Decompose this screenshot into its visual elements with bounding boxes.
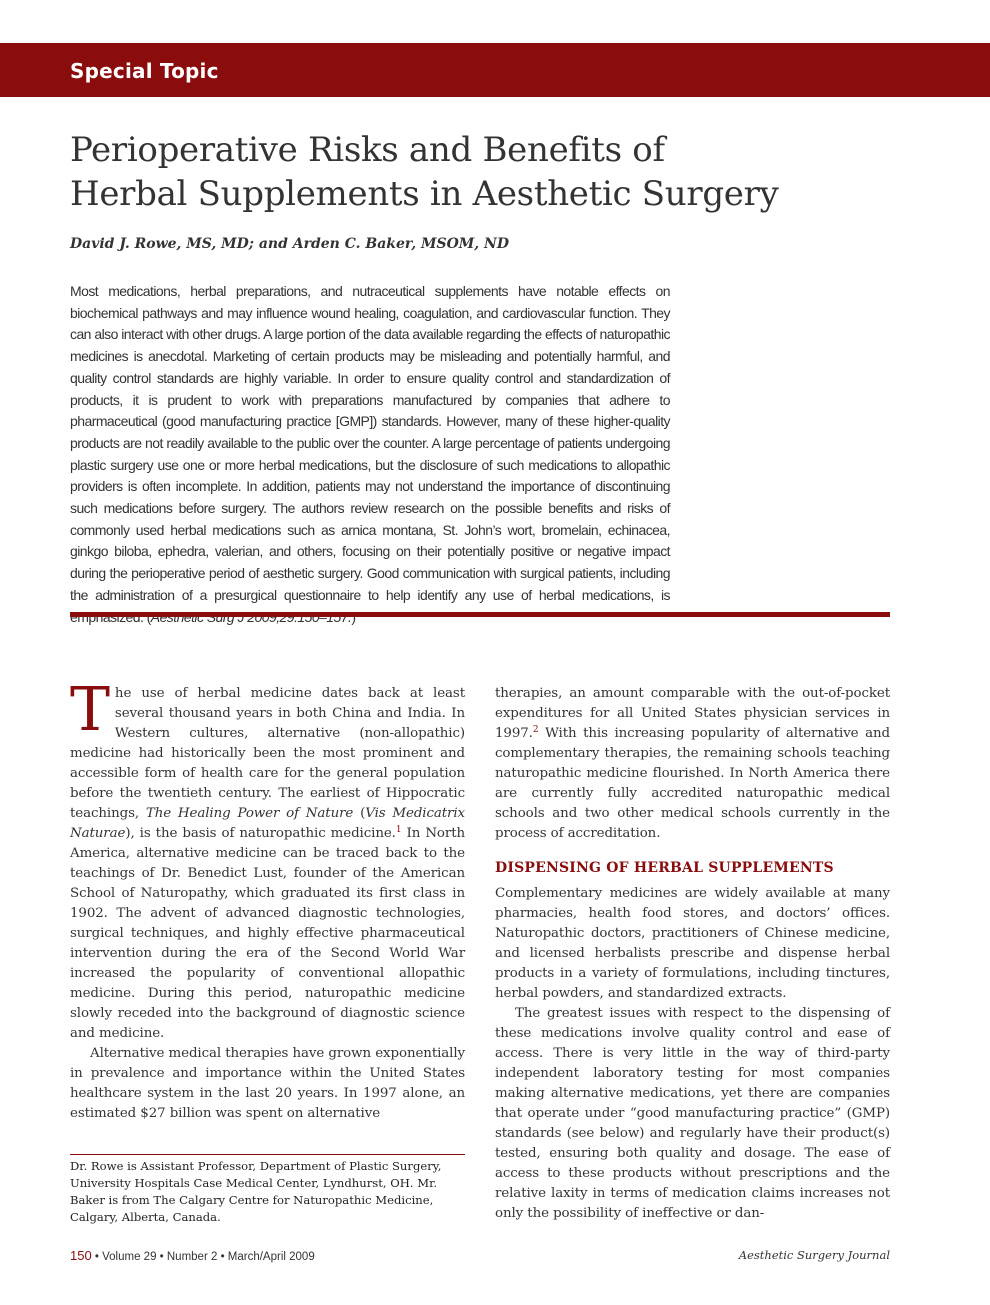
paragraph-text: therapies, an amount comparable with the out-of-pocket expenditures for all United States physician services in 1997. [495,686,890,741]
body-column-left [70,675,466,1124]
italic-title: The Healing Power of Nature [145,806,354,821]
reference-link-1[interactable]: 1 [395,825,402,835]
reference-link-2[interactable]: 2 [532,725,539,735]
paragraph-text: ( [353,806,366,821]
page-footer-left [70,1248,315,1263]
author-line: David J. Rowe, MS, MD; and Arden C. Baker, MSOM, ND [70,236,509,252]
section-heading: DISPENSING OF HERBAL SUPPLEMENTS [495,860,834,876]
abstract-text: Most medications, herbal preparations, and nutraceutical supplements have notable effects on biochemical pathways and may influence wound healing, coagulation, and cardiovascular function. They can also interact with other drugs. A large portion of the data available regarding the effects of naturopathic medicines is anecdotal. Marketing of certain products may be misleading and potentially harmful, and quality control standards are highly variable. In order to ensure quality control and standardization of products, it is prudent to work with preparations manufactured by companies that adhere to pharmaceutical (good manufacturing practice [GMP]) standards. However, many of these higher-quality products are not readily available to the public over the counter. A large percentage of patients undergoing plastic surgery use one or more herbal medications, but the disclosure of such medications to allopathic providers is often incomplete. In addition, patients may not understand the importance of discontinuing such medications before surgery. The authors review research on the possible benefits and risks of commonly used herbal medications such as arnica montana, St. John’s wort, bromelain, echinacea, ginkgo biloba, ephedra, valerian, and others, focusing on their potentially positive or negative impact during the perioperative period of aesthetic surgery. Good communication with surgical patients, including the administration of a presurgical questionnaire to help identify any use of herbal medications, is [70,283,670,603]
journal-name: Aesthetic Surgery Journal [738,1248,890,1262]
title-line-1: Perioperative Risks and Benefits of [70,130,665,170]
author-affiliation-footnote: Dr. Rowe is Assistant Professor, Department of Plastic Surgery, University Hospitals Case Medical Center, Lyndhurst, OH. Mr. Baker is from The Calgary Centre for Naturopathic Medicine, Calgary, Alberta, Canada. [70,1159,442,1224]
section-divider [70,612,890,617]
paragraph-text: he use of herbal medicine dates back at least several thousand years in both China and India. In Western cultures, alternative (non-allopathic) medicine had historically been the most prominent and accessible form of health care for the general population before the twentieth century. The earliest of Hippocratic teachings, [70,686,465,821]
paragraph-continued [495,684,890,844]
banner-label: Special Topic [70,59,219,83]
paragraph-quality-control: The greatest issues with respect to the dispensing of these medications involve quality control and ease of access. There is very little in the way of third-party independent laboratory testing for most companies making alternative medications, yet there are companies that operate under “good manufacturing practice” (GMP) standards (see below) and regularly have their product(s) tested, ensuring both quality and dosage. The ease of access to these products without prescriptions and the relative laxity in terms of medication claims increases not only the possibility of ineffective or dan- [495,1006,890,1221]
issue-info: • Volume 29 • Number 2 • March/April 2009 [91,1251,315,1263]
section-banner [0,43,990,97]
article-title [70,128,890,216]
paragraph-alternative-therapies: Alternative medical therapies have grown exponentially in prevalence and importance within the United States healthcare system in the last 20 years. In 1997 alone, an estimated $27 billion was spent on alternative [70,1046,465,1121]
drop-cap: T [70,675,110,745]
title-line-2: Herbal Supplements in Aesthetic Surgery [70,174,779,214]
paragraph-dispensing: Complementary medicines are widely available at many pharmacies, health food stores, and doctors’ offices. Naturopathic doctors, practitioners of Chinese medicine, and licensed herbalists prescribe and dispense herbal products in a variety of formulations, including tinctures, herbal powders, and standardized extracts. [495,886,890,1001]
italic-latin: Vis Medicatrix Naturae [70,806,465,841]
paragraph-text: ), is the basis of naturopathic medicine. [125,826,396,841]
paragraph-intro [70,675,466,1044]
paragraph-text: In North America, alternative medicine can be traced back to the teachings of Dr. Benedict Lust, founder of the American School of Naturopathy, which graduated its first class in 1902. The advent of advanced diagnostic technologies, surgical techniques, and highly effective pharmaceutical intervention during the era of the Second World War increased the popularity of conventional allopathic medicine. During this period, naturopathic medicine slowly receded into the background of diagnostic science and medicine. [70,826,466,1041]
body-column-right [495,684,890,1224]
footnote-divider [70,1154,465,1155]
page-number: 150 [70,1248,92,1263]
abstract [70,281,670,628]
paragraph-text: With this increasing popularity of alternative and complementary therapies, the remaining schools teaching naturopathic medicine flourished. In North America there are currently fully accredited naturopathic medical schools and two other medical schools currently in the process of accreditation. [495,726,890,841]
